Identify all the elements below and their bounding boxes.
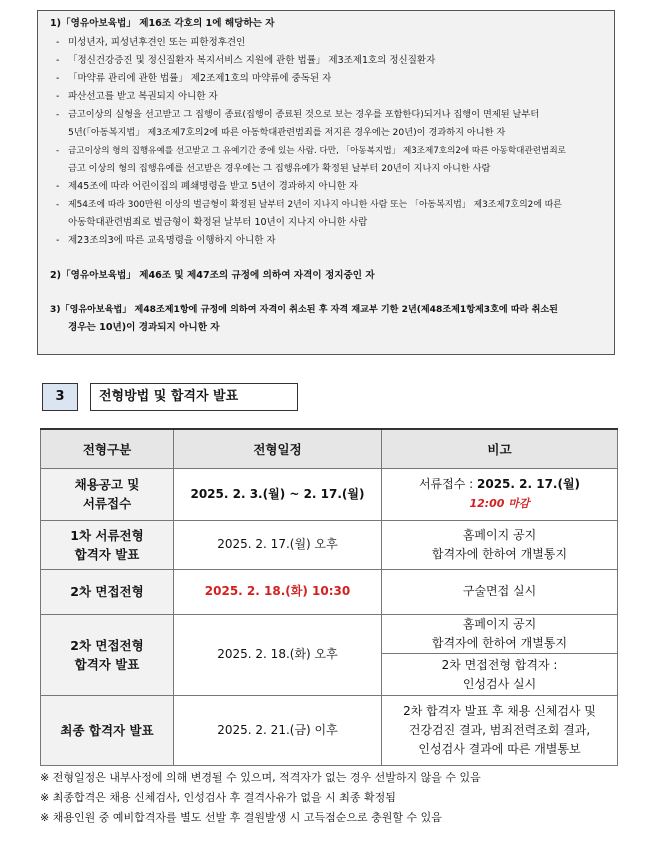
section-number: 3 (42, 383, 78, 411)
remarks-cell: 구술면접 실시 (382, 569, 618, 614)
list-item: - 파산선고를 받고 복권되지 아니한 자 (56, 91, 218, 102)
category-cell: 2차 면접전형 합격자 발표 (41, 614, 174, 696)
table-row (41, 469, 618, 520)
remarks-cell: 2차 합격자 발표 후 채용 신체검사 및 건강검진 결과, 범죄전력조회 결과, 인성검사 결과에 따른 개별통보 (382, 696, 618, 766)
schedule-cell: 2025. 2. 3.(월) ~ 2. 17.(월) (174, 469, 382, 520)
table-row (41, 614, 618, 654)
category-cell: 최종 합격자 발표 (41, 696, 174, 766)
header-remarks: 비고 (382, 429, 618, 469)
table-row (41, 520, 618, 569)
list-item: - 금고이상의 실형을 선고받고 그 집행이 종료(집행이 종료된 것으로 보는 경우를 포함한다)되거나 집행이 면제된 날부터 (56, 109, 540, 120)
header-schedule: 전형일정 (174, 429, 382, 469)
list-item: - 제54조에 따라 300만원 이상의 벌금형이 확정된 날부터 2년이 지나지 아니한 사람 또는 「아동복지법」 제3조제7호의2에 따른 (56, 200, 562, 210)
header-category: 전형구분 (41, 429, 174, 469)
table-header-row (41, 429, 618, 469)
disqualification-heading-3: 3)「영유아보육법」 제48조제1항에 규정에 의하여 자격이 취소된 후 자격 재교부 기한 2년(제48조제1항제3호에 따라 취소된 (50, 305, 558, 315)
schedule-cell: 2025. 2. 18.(화) 10:30 (174, 569, 382, 614)
disqualification-heading-1: 1)「영유아보육법」 제16조 각호의 1에 해당하는 자 (50, 18, 275, 29)
list-item-continuation: 아동학대관련범죄로 벌금형이 확정된 날부터 10년이 지나지 아니한 사람 (68, 217, 368, 228)
category-cell: 2차 면접전형 (41, 569, 174, 614)
footnote: ※ 최종합격은 채용 신체검사, 인성검사 후 결격사유가 없을 시 최종 확정됨 (40, 791, 396, 804)
footnotes (40, 768, 481, 828)
table-row (41, 696, 618, 766)
table-row (41, 569, 618, 614)
list-item: - 제23조의3에 따른 교육명령을 이행하지 아니한 자 (56, 235, 276, 246)
section-title: 전형방법 및 합격자 발표 (90, 383, 298, 411)
category-cell: 1차 서류전형 합격자 발표 (41, 520, 174, 569)
remarks-cell: 홈페이지 공지 합격자에 한하여 개별통지 (382, 614, 618, 654)
disqualification-heading-2: 2)「영유아보육법」 제46조 및 제47조의 규정에 의하여 자격이 정지중인 자 (50, 270, 375, 281)
schedule-cell: 2025. 2. 17.(월) 오후 (174, 520, 382, 569)
list-item: - 「정신건강증진 및 정신질환자 복지서비스 지원에 관한 법률」 제3조제1호의 정신질환자 (56, 55, 436, 66)
disqualification-heading-3-cont: 경우는 10년)이 경과되지 아니한 자 (68, 322, 220, 333)
list-item-continuation: 5년(「아동복지법」 제3조제7호의2에 따른 아동학대관련범죄를 저지른 경우에는 20년)이 경과하지 아니한 자 (68, 127, 506, 138)
list-item: - 제45조에 따라 어린이집의 폐쇄명령을 받고 5년이 경과하지 아니한 자 (56, 181, 359, 192)
schedule-table (40, 428, 618, 766)
deadline-text: 12:00 마감 (469, 497, 530, 511)
disqualification-box (37, 10, 615, 355)
remarks-cell: 홈페이지 공지 합격자에 한하여 개별통지 (382, 520, 618, 569)
schedule-cell: 2025. 2. 18.(화) 오후 (174, 614, 382, 696)
remarks-cell: 서류접수 : 2025. 2. 17.(월) 12:00 마감 (382, 469, 618, 520)
list-item: - 미성년자, 피성년후견인 또는 피한정후견인 (56, 37, 246, 48)
schedule-cell: 2025. 2. 21.(금) 이후 (174, 696, 382, 766)
list-item: - 금고이상의 형의 집행유예를 선고받고 그 유예기간 중에 있는 사람. 다만, 「아동복지법」 제3조제7호의2에 따른 아동학대관련범죄로 (56, 146, 566, 156)
list-item-continuation: 금고 이상의 형의 집행유예를 선고받은 경우에는 그 집행유예가 확정된 날부터 20년이 지나지 아니한 사람 (68, 163, 491, 174)
footnote: ※ 채용인원 중 예비합격자를 별도 선발 후 결원발생 시 고득점순으로 충원할 수 있음 (40, 811, 442, 824)
category-cell: 채용공고 및 서류접수 (41, 469, 174, 520)
footnote: ※ 전형일정은 내부사정에 의해 변경될 수 있으며, 적격자가 없는 경우 선발하지 않을 수 있음 (40, 771, 481, 784)
list-item: - 「마약류 관리에 관한 법률」 제2조제1호의 마약류에 중독된 자 (56, 73, 332, 84)
remarks-cell: 2차 면접전형 합격자 : 인성검사 실시 (382, 654, 618, 696)
